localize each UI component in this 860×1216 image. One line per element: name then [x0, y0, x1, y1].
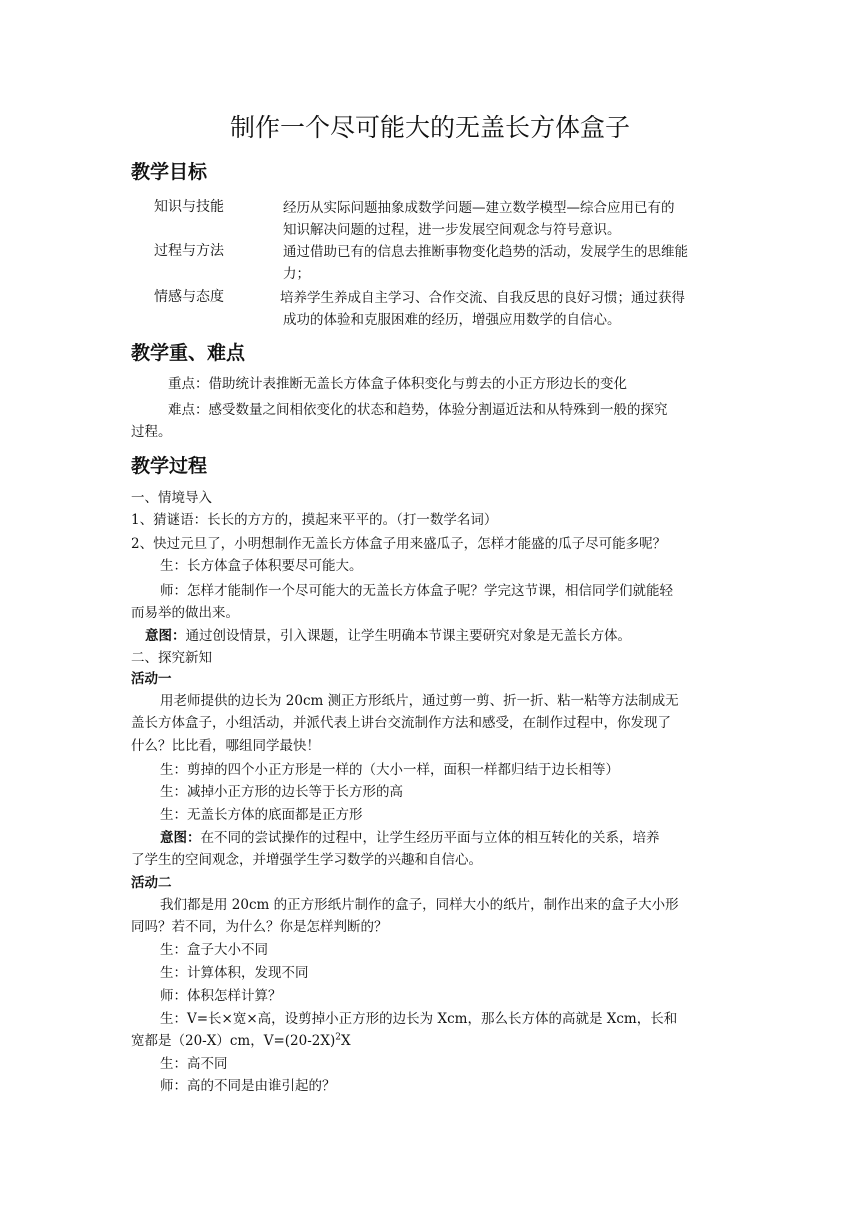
activity-one-intent-1: [160, 827, 660, 849]
intent1-text: 通过创设情景，引入课题，让学生明确本节课主要研究对象是无盖长方体。: [185, 628, 631, 644]
process-t1-2: 而易举的做出来。: [131, 605, 239, 621]
activity-one-intent-2: 了学生的空间观念，并增强学生学习数学的兴趣和自信心。: [131, 852, 482, 868]
activity-two-s1: 生：盒子大小不同: [160, 942, 268, 958]
activity-two-s2: 生：计算体积，发现不同: [160, 965, 309, 981]
objective-label-knowledge: 知识与技能: [154, 199, 224, 215]
process-q1: 1、猜谜语：长长的方方的，摸起来平平的。（打一数学名词）: [131, 512, 498, 528]
activity-two-p2: 同吗？若不同，为什么？你是怎样判断的？: [131, 919, 388, 935]
activity-one-p1: 用老师提供的边长为 20cm 测正方形纸片，通过剪一剪、折一折、粘一粘等方法制成无: [160, 693, 679, 709]
objective-text-process-2: 力；: [283, 266, 310, 282]
intent2-label: 意图：: [160, 830, 201, 846]
process-part1: 一、情境导入: [131, 490, 212, 506]
intent2-text-1: 在不同的尝试操作的过程中，让学生经历平面与立体的相互转化的关系，培养: [200, 830, 660, 846]
keypoint-nandian-1: 难点：感受数量之间相依变化的状态和趋势，体验分割逼近法和从特殊到一般的探究: [168, 402, 668, 418]
activity-two-p1: 我们都是用 20cm 的正方形纸片制作的盒子，同样大小的纸片，制作出来的盒子大小形: [160, 897, 679, 913]
activity-one-p3: 什么？比比看，哪组同学最快！: [131, 738, 320, 754]
objective-label-attitude: 情感与态度: [154, 289, 224, 305]
process-t1-1: 师：怎样才能制作一个尽可能大的无盖长方体盒子呢？学完这节课，相信同学们就能轻: [160, 583, 673, 599]
formula-exponent: 2: [335, 1032, 341, 1043]
document-title: 制作一个尽可能大的无盖长方体盒子: [229, 113, 630, 142]
activity-two-s3-1: 生：V=长×宽×高，设剪掉小正方形的边长为 Xcm，那么长方体的高就是 Xcm，长和: [160, 1011, 678, 1027]
keypoint-zhongdian: 重点：借助统计表推断无盖长方体盒子体积变化与剪去的小正方形边长的变化: [168, 376, 627, 392]
activity-one-s1: 生：剪掉的四个小正方形是一样的（大小一样，面积一样都归结于边长相等）: [160, 762, 619, 778]
objective-text-attitude-2: 成功的体验和克服困难的经历，增强应用数学的自信心。: [283, 312, 621, 328]
objective-text-knowledge-1: 经历从实际问题抽象成数学问题—建立数学模型—综合应用已有的: [283, 200, 675, 216]
objective-text-attitude-1: 培养学生养成自主学习、合作交流、自我反思的良好习惯；通过获得: [280, 290, 685, 306]
heading-objectives: 教学目标: [131, 161, 208, 183]
process-intent1: [145, 625, 631, 647]
objective-text-process-1: 通过借助已有的信息去推断事物变化趋势的活动，发展学生的思维能: [283, 244, 688, 260]
process-q2: 2、快过元旦了，小明想制作无盖长方体盒子用来盛瓜子，怎样才能盛的瓜子尽可能多呢？: [131, 536, 667, 552]
process-part2: 二、探究新知: [131, 650, 212, 666]
activity-two-heading: 活动二: [131, 875, 172, 891]
formula-variable: X: [340, 1033, 351, 1049]
activity-two-s4: 生：高不同: [160, 1056, 228, 1072]
activity-one-p2: 盖长方体盒子，小组活动，并派代表上讲台交流制作方法和感受，在制作过程中，你发现了: [131, 715, 671, 731]
activity-two-s3-2: [131, 1030, 351, 1052]
activity-one-s2: 生：减掉小正方形的边长等于长方形的高: [160, 784, 403, 800]
objective-text-knowledge-2: 知识解决问题的过程，进一步发展空间观念与符号意识。: [283, 222, 621, 238]
objective-label-process: 过程与方法: [154, 243, 224, 259]
formula-text: 宽都是（20-X）cm，V=(20-2X): [131, 1033, 336, 1049]
process-s1: 生：长方体盒子体积要尽可能大。: [160, 558, 363, 574]
heading-keypoints: 教学重、难点: [131, 342, 246, 364]
activity-one-s3: 生：无盖长方体的底面都是正方形: [160, 807, 363, 823]
heading-process: 教学过程: [131, 455, 208, 477]
activity-two-t1: 师：体积怎样计算？: [160, 988, 282, 1004]
activity-two-t2: 师：高的不同是由谁引起的？: [160, 1078, 336, 1094]
intent1-label: 意图：: [145, 628, 186, 644]
activity-one-heading: 活动一: [131, 671, 172, 687]
keypoint-nandian-2: 过程。: [131, 424, 172, 440]
